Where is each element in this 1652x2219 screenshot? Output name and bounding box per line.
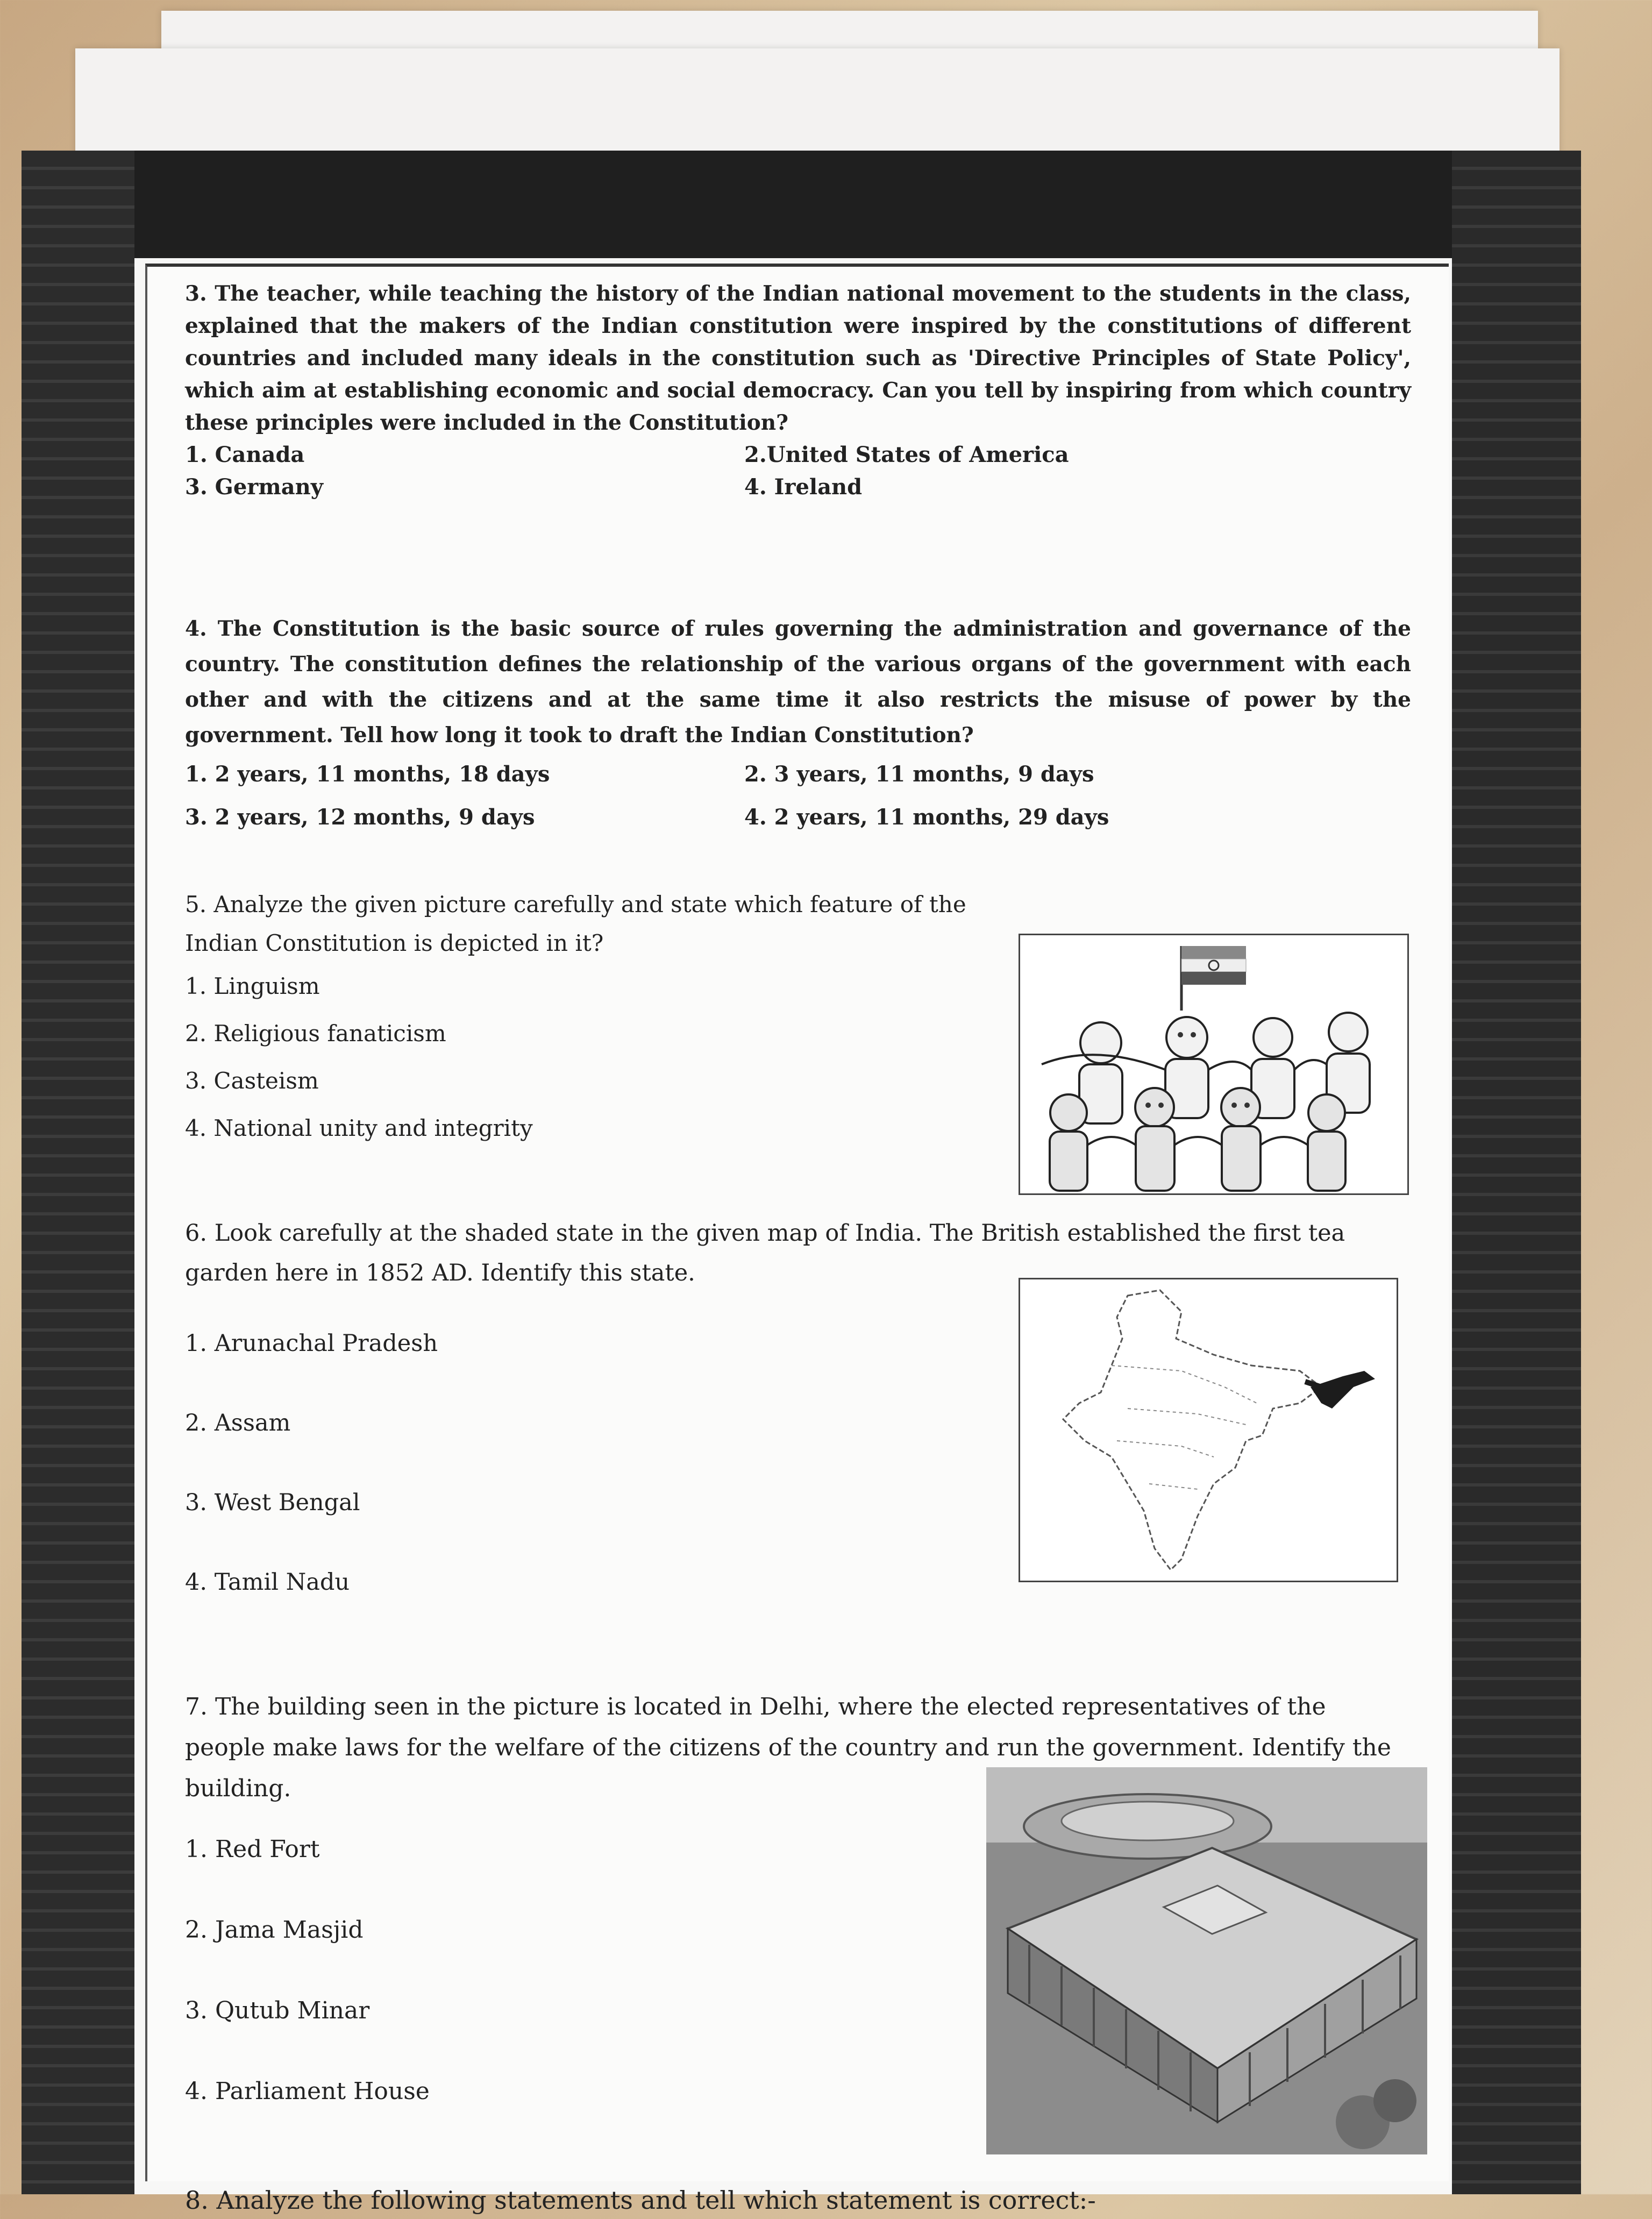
q5-option-2[interactable]: 2. Religious fanaticism	[185, 1020, 446, 1047]
question-5-text: 5. Analyze the given picture carefully and state which feature of the Indian Constitution is depicted in it?	[185, 891, 966, 956]
india-map-icon	[1020, 1279, 1397, 1581]
q3-option-3[interactable]: 3. Germany	[185, 474, 323, 500]
unity-illustration	[1019, 934, 1409, 1195]
q7-option-1[interactable]: 1. Red Fort	[185, 1836, 320, 1863]
q4-option-1[interactable]: 1. 2 years, 11 months, 18 days	[185, 762, 550, 787]
question-8	[185, 2181, 1411, 2219]
question-4	[185, 611, 1411, 834]
q4-option-2[interactable]: 2. 3 years, 11 months, 9 days	[744, 762, 1094, 787]
worksheet-page	[22, 151, 1581, 2215]
parliament-house-photo	[986, 1767, 1427, 2154]
question-4-text: 4. The Constitution is the basic source of rules governing the administration and governance of the country. The constitution defines the relationship of the various organs of the government with each other and with the citizens and at the same time it also restricts the misuse of power by the government. Tell how long it took to draft the Indian Constitution?	[185, 616, 1411, 748]
question-3-text: 3. The teacher, while teaching the history of the Indian national movement to the students in the class, explained that the makers of the Indian constitution were inspired by the constitutions of different countries and included many ideals in the constitution such as 'Directive Principles of State Policy', which aim at establishing economic and social democracy. Can you tell by inspiring from which country these principles were included in the Constitution?	[185, 281, 1411, 435]
page-right-border	[1452, 151, 1581, 2194]
page-top-border	[22, 151, 1581, 258]
q7-option-2[interactable]: 2. Jama Masjid	[185, 1916, 364, 1944]
q6-option-2[interactable]: 2. Assam	[185, 1410, 291, 1436]
question-6-text: 6. Look carefully at the shaded state in the given map of India. The British established the first tea garden here in 1852 AD. Identify this state.	[185, 1220, 1345, 1286]
parliament-building-icon	[986, 1767, 1427, 2154]
question-3	[185, 278, 1411, 503]
q5-option-4[interactable]: 4. National unity and integrity	[185, 1115, 533, 1141]
question-8-text: 8. Analyze the following statements and tell which statement is correct:-	[185, 2186, 1096, 2215]
page-left-border	[22, 151, 134, 2194]
q6-option-1[interactable]: 1. Arunachal Pradesh	[185, 1330, 438, 1357]
question-7-text: 7. The building seen in the picture is located in Delhi, where the elected representatives of the people make laws for the welfare of the citizens of the country and run the government. Identify the building.	[185, 1693, 1391, 1802]
people-holding-hands-icon	[1020, 935, 1407, 1193]
india-map	[1019, 1278, 1398, 1582]
q3-option-4[interactable]: 4. Ireland	[744, 474, 863, 500]
q4-option-3[interactable]: 3. 2 years, 12 months, 9 days	[185, 805, 535, 830]
q7-option-4[interactable]: 4. Parliament House	[185, 2078, 430, 2105]
q6-option-3[interactable]: 3. West Bengal	[185, 1489, 360, 1516]
q3-option-1[interactable]: 1. Canada	[185, 442, 305, 467]
question-4-options	[185, 758, 1411, 834]
question-content	[145, 264, 1449, 2215]
q7-option-3[interactable]: 3. Qutub Minar	[185, 1997, 370, 2024]
q4-option-4[interactable]: 4. 2 years, 11 months, 29 days	[744, 805, 1109, 830]
q5-option-1[interactable]: 1. Linguism	[185, 973, 320, 999]
q5-option-3[interactable]: 3. Casteism	[185, 1068, 319, 1094]
q3-option-2[interactable]: 2.United States of America	[744, 442, 1069, 467]
question-3-options	[185, 439, 1411, 503]
q6-option-4[interactable]: 4. Tamil Nadu	[185, 1569, 350, 1596]
